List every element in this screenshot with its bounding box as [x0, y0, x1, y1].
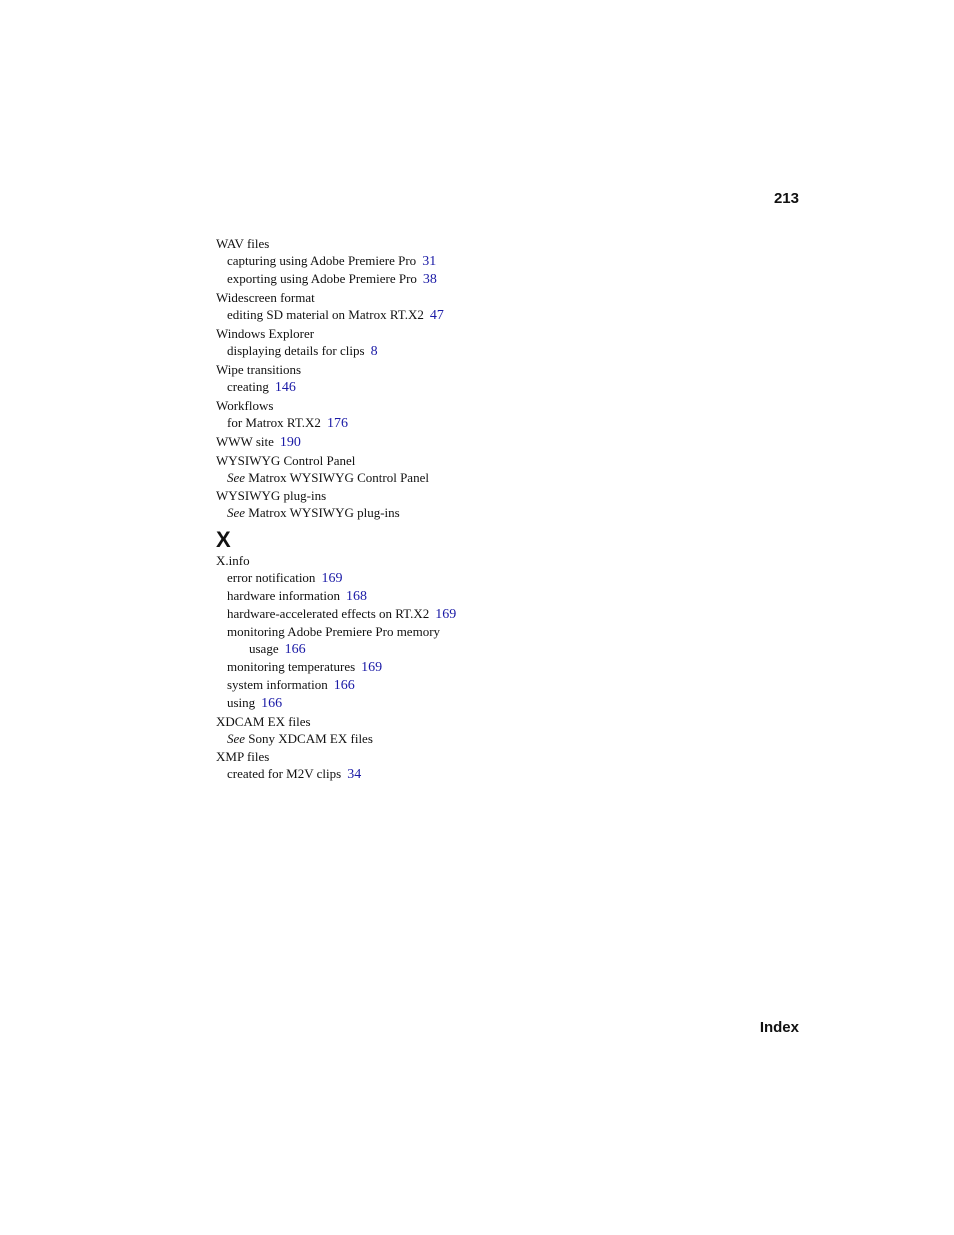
page-link[interactable]: 176 [326, 416, 348, 431]
index-term: WYSIWYG plug-ins [216, 488, 327, 503]
page-link[interactable]: 190 [279, 435, 301, 450]
page-link[interactable]: 47 [429, 308, 444, 323]
term-text: WWW site [216, 434, 274, 449]
index-term: XMP files [216, 749, 270, 764]
index-subentry [216, 730, 776, 747]
see-label: See [227, 731, 246, 746]
index-subentry [216, 676, 776, 694]
index-term: WAV files [216, 236, 270, 251]
index-term: Widescreen format [216, 290, 315, 305]
index-subentry [216, 378, 776, 396]
subentry-text: hardware information [227, 588, 340, 603]
index-term [216, 433, 776, 451]
subentry-continuation-text: usage [249, 641, 279, 656]
index-subentry [216, 658, 776, 676]
page-link[interactable]: 169 [321, 571, 343, 586]
index-term: X.info [216, 553, 250, 568]
see-label: See [227, 505, 246, 520]
see-reference: Matrox WYSIWYG plug-ins [248, 505, 400, 520]
index-subentry [216, 342, 776, 360]
index-list [216, 234, 776, 783]
index-subentry [216, 765, 776, 783]
index-term: WYSIWYG Control Panel [216, 453, 356, 468]
page-link[interactable]: 166 [333, 678, 355, 693]
subentry-text: system information [227, 677, 328, 692]
page-link[interactable]: 169 [435, 607, 457, 622]
subentry-text: creating [227, 379, 269, 394]
index-subentry [216, 270, 776, 288]
subentry-text: hardware-accelerated effects on RT.X2 [227, 606, 430, 621]
index-subentry [216, 306, 776, 324]
index-subentry [216, 414, 776, 432]
index-term: XDCAM EX files [216, 714, 311, 729]
subentry-text: monitoring Adobe Premiere Pro memory [227, 624, 441, 639]
see-reference: Sony XDCAM EX files [248, 731, 373, 746]
subentry-text: using [227, 695, 256, 710]
subentry-text: monitoring temperatures [227, 659, 356, 674]
subentry-text: error notification [227, 570, 316, 585]
subentry-text: for Matrox RT.X2 [227, 415, 321, 430]
page-link[interactable]: 169 [361, 660, 383, 675]
index-subentry [216, 469, 776, 486]
page-link[interactable]: 31 [422, 254, 437, 269]
page-link[interactable]: 8 [370, 344, 378, 359]
index-term: Windows Explorer [216, 326, 315, 341]
index-term: Wipe transitions [216, 362, 302, 377]
subentry-text: capturing using Adobe Premiere Pro [227, 253, 417, 268]
index-section-x [216, 529, 776, 783]
see-label: See [227, 470, 246, 485]
section-letter: X [216, 527, 231, 552]
subentry-text: created for M2V clips [227, 766, 342, 781]
page-link[interactable]: 166 [261, 696, 283, 711]
subentry-continuation [227, 640, 776, 658]
page-link[interactable]: 146 [274, 380, 296, 395]
index-subentry [216, 605, 776, 623]
subentry-text: editing SD material on Matrox RT.X2 [227, 307, 424, 322]
index-subentry [216, 252, 776, 270]
index-subentry [216, 623, 776, 658]
page-link[interactable]: 168 [345, 589, 367, 604]
subentry-text: displaying details for clips [227, 343, 365, 358]
page-link[interactable]: 34 [347, 767, 362, 782]
footer-section-label: Index [759, 1019, 799, 1036]
index-subentry [216, 694, 776, 712]
page-link[interactable]: 166 [284, 642, 306, 657]
page-number: 213 [773, 190, 799, 207]
subentry-text: exporting using Adobe Premiere Pro [227, 271, 417, 286]
index-subentry [216, 587, 776, 605]
index-subentry [216, 504, 776, 521]
index-section-w [216, 235, 776, 521]
index-subentry [216, 569, 776, 587]
see-reference: Matrox WYSIWYG Control Panel [248, 470, 429, 485]
index-term: Workflows [216, 398, 274, 413]
page-link[interactable]: 38 [422, 272, 437, 287]
